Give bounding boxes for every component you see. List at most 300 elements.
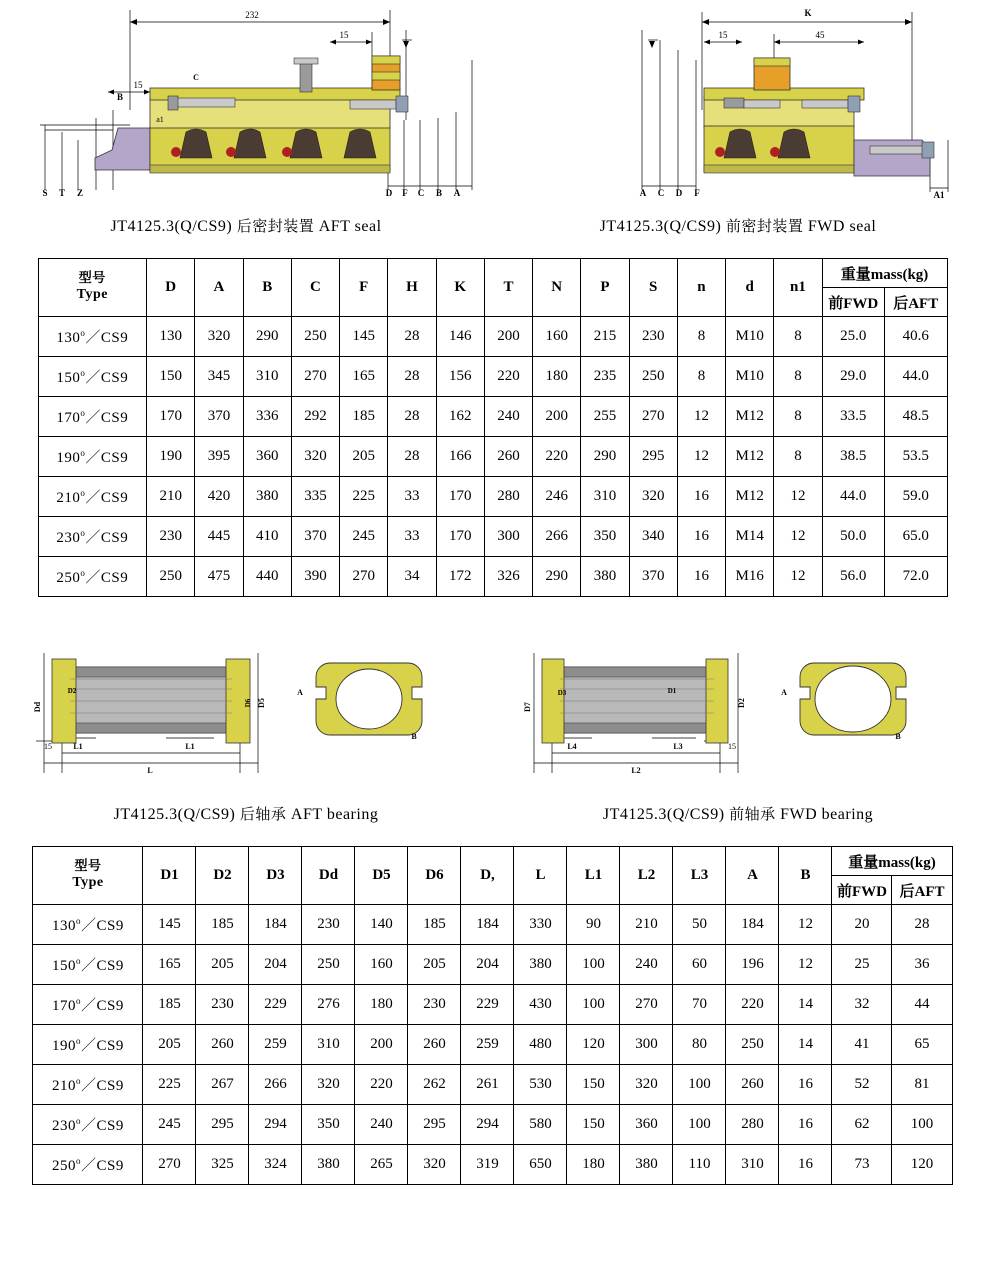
bearing-header-type-cn: 型号 [74, 858, 102, 874]
seal-cell: 345 [195, 357, 243, 397]
seal-col-F: F [340, 259, 388, 317]
bearing-cell: 12 [779, 945, 832, 985]
bearing-cell-mass-fwd: 62 [832, 1105, 892, 1145]
bearing-col-L3: L3 [673, 847, 726, 905]
dim-B-fwd-bearing: B [895, 732, 901, 741]
seal-col-S: S [629, 259, 677, 317]
bearing-cell: 262 [408, 1065, 461, 1105]
bearing-row-type: 230$^o$／CS9 [33, 1105, 143, 1145]
table-row [38, 397, 947, 437]
bearing-cell-mass-fwd: 73 [832, 1145, 892, 1185]
seal-cell: 300 [484, 517, 532, 557]
seal-col-B: B [243, 259, 291, 317]
seal-row-type: 250$^o$／CS9 [38, 557, 147, 597]
seal-cell: 160 [533, 317, 581, 357]
dim-L-aft: L [147, 766, 153, 775]
bearing-cell: 240 [355, 1105, 408, 1145]
bearing-cell-mass-aft: 28 [892, 905, 952, 945]
figure-fwd-bearing [492, 623, 984, 824]
bearing-col-mass-aft: 后AFT [892, 876, 952, 905]
seal-cell: 215 [581, 317, 629, 357]
seal-cell: 8 [774, 397, 822, 437]
bearing-cell: 260 [196, 1025, 249, 1065]
seal-cell: 380 [581, 557, 629, 597]
seal-cell: 320 [291, 437, 339, 477]
seal-cell-mass-fwd: 29.0 [822, 357, 884, 397]
figure-fwd-seal [492, 0, 984, 236]
seal-row-type: 170$^o$／CS9 [38, 397, 147, 437]
seal-cell: 445 [195, 517, 243, 557]
dim-D-fwd: D [675, 188, 683, 198]
bearing-cell: 260 [408, 1025, 461, 1065]
dim-C: C [417, 188, 425, 198]
seal-cell: M12 [726, 477, 774, 517]
dim-Dd: Dd [33, 701, 42, 713]
bearing-cell: 229 [461, 985, 514, 1025]
seal-cell: 12 [677, 437, 725, 477]
seal-spec-table [38, 258, 948, 597]
caption-fwd-seal-model: JT4125.3(Q/CS9) [599, 218, 722, 235]
bearing-cell: 330 [514, 905, 567, 945]
bearing-cell: 14 [779, 1025, 832, 1065]
bearing-cell: 50 [673, 905, 726, 945]
bearing-cell: 240 [620, 945, 673, 985]
dim-L4-fwd: L4 [567, 742, 577, 751]
seal-cell: 170 [436, 517, 484, 557]
bearing-cell: 310 [302, 1025, 355, 1065]
figure-aft-seal [0, 0, 492, 236]
bearing-cell-mass-aft: 65 [892, 1025, 952, 1065]
bearing-col-L2: L2 [620, 847, 673, 905]
bearing-cell: 294 [249, 1105, 302, 1145]
bearing-cell: 259 [461, 1025, 514, 1065]
bearing-cell: 205 [196, 945, 249, 985]
bearing-cell: 90 [567, 905, 620, 945]
drawing-fwd-bearing [492, 623, 984, 803]
bearing-cell: 319 [461, 1145, 514, 1185]
seal-cell: 266 [533, 517, 581, 557]
seal-cell: 8 [677, 317, 725, 357]
seal-row-type: 130$^o$／CS9 [38, 317, 147, 357]
bearing-cell: 205 [408, 945, 461, 985]
seal-cell-mass-fwd: 44.0 [822, 477, 884, 517]
dim-L3-aft: L1 [185, 742, 195, 751]
caption-aft-bearing-model: JT4125.3(Q/CS9) [113, 806, 236, 823]
bearing-col-D2: D2 [196, 847, 249, 905]
dim-B-aft: B [411, 732, 417, 741]
bearing-cell: 196 [726, 945, 779, 985]
bearing-cell: 380 [514, 945, 567, 985]
bearing-row-type: 210$^o$／CS9 [33, 1065, 143, 1105]
seal-cell: 270 [629, 397, 677, 437]
bearing-cell: 225 [143, 1065, 196, 1105]
bearing-cell: 184 [249, 905, 302, 945]
dim-A: A [453, 188, 461, 198]
seal-cell: 28 [388, 437, 436, 477]
bearing-cell: 160 [355, 945, 408, 985]
bearing-cell-mass-fwd: 20 [832, 905, 892, 945]
seal-cell: 33 [388, 517, 436, 557]
bearing-cell: 230 [302, 905, 355, 945]
drawing-aft-bearing [0, 623, 492, 803]
dim-a1: a1 [156, 115, 164, 124]
seal-col-n: n [677, 259, 725, 317]
dim-C-top: C [193, 73, 199, 82]
seal-cell-mass-aft: 48.5 [884, 397, 947, 437]
bearing-cell: 325 [196, 1145, 249, 1185]
seal-cell: 12 [677, 397, 725, 437]
bearing-row-type: 150$^o$／CS9 [33, 945, 143, 985]
bearing-cell: 150 [567, 1105, 620, 1145]
bearing-cell: 165 [143, 945, 196, 985]
caption-aft-seal-en: AFT seal [318, 218, 382, 235]
seal-cell: 250 [291, 317, 339, 357]
seal-col-d: d [726, 259, 774, 317]
seal-cell: 156 [436, 357, 484, 397]
seal-cell: 16 [677, 517, 725, 557]
dim-B: B [116, 92, 124, 102]
bearing-cell: 70 [673, 985, 726, 1025]
bearing-cell: 320 [408, 1145, 461, 1185]
dim-A-fwd-bearing: A [781, 688, 787, 697]
bearing-cell-mass-fwd: 41 [832, 1025, 892, 1065]
seal-cell-mass-aft: 53.5 [884, 437, 947, 477]
dim-15-fwd-bearing: 15 [728, 742, 736, 751]
seal-cell: 220 [533, 437, 581, 477]
fwd-seal-svg [492, 0, 984, 215]
seal-cell: 165 [340, 357, 388, 397]
bearing-cell: 100 [673, 1105, 726, 1145]
bearing-cell: 185 [143, 985, 196, 1025]
bearing-col-mass-fwd: 前FWD [832, 876, 892, 905]
bearing-cell: 380 [620, 1145, 673, 1185]
dim-A1-fwd: A1 [933, 190, 945, 200]
seal-cell: 28 [388, 357, 436, 397]
bearing-cell: 230 [408, 985, 461, 1025]
caption-aft-seal [0, 215, 492, 236]
seal-cell: M16 [726, 557, 774, 597]
bearing-cell-mass-aft: 81 [892, 1065, 952, 1105]
seal-cell: 8 [774, 317, 822, 357]
dim-C-fwd: C [657, 188, 665, 198]
table-row [33, 945, 952, 985]
seal-cell-mass-aft: 72.0 [884, 557, 947, 597]
bearing-cell: 430 [514, 985, 567, 1025]
seal-cell: 230 [147, 517, 195, 557]
table-row [38, 517, 947, 557]
seal-cell: 130 [147, 317, 195, 357]
bearing-cell: 120 [567, 1025, 620, 1065]
caption-aft-seal-cn: 后密封装置 [236, 217, 315, 235]
bearing-cell-mass-fwd: 32 [832, 985, 892, 1025]
bearing-col-D7: D, [461, 847, 514, 905]
caption-aft-bearing [0, 803, 492, 824]
seal-cell: 225 [340, 477, 388, 517]
seal-cell: 185 [340, 397, 388, 437]
dim-45: 45 [815, 30, 825, 40]
bearing-cell: 276 [302, 985, 355, 1025]
bearing-cell: 100 [567, 945, 620, 985]
seal-cell: 410 [243, 517, 291, 557]
seal-cell: 390 [291, 557, 339, 597]
seal-col-n1: n1 [774, 259, 822, 317]
dim-15-fwd: 15 [718, 30, 728, 40]
dim-L2-fwd: L2 [631, 766, 641, 775]
table-row [38, 477, 947, 517]
bearing-cell: 324 [249, 1145, 302, 1185]
bearing-cell: 220 [355, 1065, 408, 1105]
aft-seal-svg [0, 0, 492, 215]
seal-cell: 162 [436, 397, 484, 437]
bearing-cell: 180 [355, 985, 408, 1025]
caption-fwd-bearing [492, 803, 984, 824]
bearing-cell: 580 [514, 1105, 567, 1145]
table-row [33, 985, 952, 1025]
bearing-cell: 150 [567, 1065, 620, 1105]
seal-cell: 335 [291, 477, 339, 517]
seal-cell: 370 [195, 397, 243, 437]
bearing-col-D6: D6 [408, 847, 461, 905]
seal-cell: 350 [581, 517, 629, 557]
seal-cell-mass-aft: 65.0 [884, 517, 947, 557]
caption-aft-seal-model: JT4125.3(Q/CS9) [110, 218, 233, 235]
dim-Z: Z [76, 188, 84, 198]
bearing-cell: 295 [408, 1105, 461, 1145]
aft-bearing-endview [316, 663, 422, 735]
fwd-bearing-section [542, 659, 728, 743]
seal-cell: 270 [291, 357, 339, 397]
bearing-col-D3: D3 [249, 847, 302, 905]
dim-D2-aft: D2 [67, 687, 77, 695]
seal-col-mass: 重量mass(kg) [822, 259, 947, 288]
seal-cell: 292 [291, 397, 339, 437]
seal-cell: 370 [629, 557, 677, 597]
dim-D3-fwd: D3 [557, 689, 567, 697]
bearing-col-L: L [514, 847, 567, 905]
seal-cell: 28 [388, 317, 436, 357]
seal-header-type [38, 259, 147, 317]
seal-cell: 166 [436, 437, 484, 477]
bearing-cell: 145 [143, 905, 196, 945]
seal-cell: 420 [195, 477, 243, 517]
seal-cell: 28 [388, 397, 436, 437]
seal-cell: 370 [291, 517, 339, 557]
bearing-header-type [33, 847, 143, 905]
seal-cell: 320 [629, 477, 677, 517]
seal-col-A: A [195, 259, 243, 317]
seal-cell: 172 [436, 557, 484, 597]
seal-col-P: P [581, 259, 629, 317]
dim-S: S [42, 188, 48, 198]
bearing-cell: 267 [196, 1065, 249, 1105]
bearing-cell: 16 [779, 1065, 832, 1105]
bearing-cell: 80 [673, 1025, 726, 1065]
bearing-cell: 180 [567, 1145, 620, 1185]
seal-cell: 235 [581, 357, 629, 397]
bearing-col-mass: 重量mass(kg) [832, 847, 952, 876]
seal-cell: 170 [436, 477, 484, 517]
fwd-seal-body-graphic [704, 58, 934, 176]
seal-header-type-cn: 型号 [78, 270, 106, 286]
seal-cell: M14 [726, 517, 774, 557]
caption-fwd-seal-en: FWD seal [807, 218, 877, 235]
seal-cell: 245 [340, 517, 388, 557]
seal-cell: 246 [533, 477, 581, 517]
dim-15-left: 15 [133, 80, 143, 90]
bearing-cell: 229 [249, 985, 302, 1025]
bearing-row-type: 130$^o$／CS9 [33, 905, 143, 945]
dim-D6: D6 [244, 698, 252, 708]
drawing-aft-seal [0, 0, 492, 215]
table-row [38, 557, 947, 597]
table-row [33, 1105, 952, 1145]
bearing-cell-mass-fwd: 25 [832, 945, 892, 985]
seal-cell: 8 [774, 437, 822, 477]
dim-L3-fwd: L3 [673, 742, 683, 751]
dim-D2-fwd: D2 [737, 698, 746, 708]
bearing-cell: 310 [726, 1145, 779, 1185]
caption-aft-bearing-cn: 后轴承 [239, 805, 287, 823]
seal-cell: 146 [436, 317, 484, 357]
seal-cell: 33 [388, 477, 436, 517]
seal-cell: 8 [677, 357, 725, 397]
seal-cell-mass-fwd: 33.5 [822, 397, 884, 437]
table-row [33, 905, 952, 945]
bearing-cell: 265 [355, 1145, 408, 1185]
table-row [33, 1025, 952, 1065]
aft-bearing-svg [0, 623, 492, 803]
bearing-cell: 261 [461, 1065, 514, 1105]
seal-cell: 205 [340, 437, 388, 477]
bearing-cell-mass-aft: 36 [892, 945, 952, 985]
seal-cell: 290 [243, 317, 291, 357]
dim-232: 232 [245, 10, 259, 20]
seal-cell: 260 [484, 437, 532, 477]
dim-D1-fwd: D1 [667, 687, 677, 695]
seal-row-type: 150$^o$／CS9 [38, 357, 147, 397]
bearing-table-header-row [33, 847, 952, 876]
bearing-col-A: A [726, 847, 779, 905]
bearing-figures-row [0, 623, 985, 824]
seal-cell: M12 [726, 397, 774, 437]
bearing-header-type-en: Type [72, 874, 104, 890]
bearing-cell: 266 [249, 1065, 302, 1105]
dim-D7: D7 [523, 702, 532, 712]
caption-fwd-seal [492, 215, 984, 236]
seal-col-N: N [533, 259, 581, 317]
bearing-cell: 280 [726, 1105, 779, 1145]
bearing-cell: 230 [196, 985, 249, 1025]
seal-cell: 150 [147, 357, 195, 397]
seal-cell: 360 [243, 437, 291, 477]
seal-cell: 336 [243, 397, 291, 437]
bearing-cell: 200 [355, 1025, 408, 1065]
dim-B2: B [435, 188, 443, 198]
seal-col-T: T [484, 259, 532, 317]
seal-col-mass-fwd: 前FWD [822, 288, 884, 317]
seal-cell-mass-fwd: 56.0 [822, 557, 884, 597]
seal-cell: 145 [340, 317, 388, 357]
bearing-cell: 16 [779, 1105, 832, 1145]
caption-aft-bearing-en: AFT bearing [290, 806, 379, 823]
bearing-cell: 220 [726, 985, 779, 1025]
bearing-col-Dd: Dd [302, 847, 355, 905]
seal-cell: 255 [581, 397, 629, 437]
bearing-cell: 250 [726, 1025, 779, 1065]
bearing-cell: 184 [461, 905, 514, 945]
table-row [38, 437, 947, 477]
seal-cell: 340 [629, 517, 677, 557]
bearing-cell: 16 [779, 1145, 832, 1185]
seal-cell-mass-fwd: 38.5 [822, 437, 884, 477]
bearing-cell: 185 [408, 905, 461, 945]
seal-cell: M10 [726, 317, 774, 357]
seal-cell: 290 [581, 437, 629, 477]
seal-cell: 475 [195, 557, 243, 597]
seal-table-wrap [0, 258, 985, 597]
seal-cell: 295 [629, 437, 677, 477]
bearing-cell: 12 [779, 905, 832, 945]
bearing-cell: 260 [726, 1065, 779, 1105]
bearing-cell: 320 [302, 1065, 355, 1105]
caption-fwd-seal-cn: 前密封装置 [725, 217, 804, 235]
bearing-cell: 140 [355, 905, 408, 945]
seal-cell: 250 [629, 357, 677, 397]
seal-cell-mass-fwd: 50.0 [822, 517, 884, 557]
seal-cell: 280 [484, 477, 532, 517]
dim-D: D [385, 188, 393, 198]
bearing-col-B: B [779, 847, 832, 905]
bearing-cell: 205 [143, 1025, 196, 1065]
fwd-bearing-endview [800, 663, 906, 735]
seal-cell: 12 [774, 477, 822, 517]
fwd-bearing-svg [492, 623, 984, 803]
table-row [38, 317, 947, 357]
seal-cell-mass-fwd: 25.0 [822, 317, 884, 357]
seal-header-type-en: Type [76, 286, 108, 302]
dim-T: T [58, 188, 66, 198]
seal-cell: 380 [243, 477, 291, 517]
bearing-cell: 185 [196, 905, 249, 945]
bearing-cell: 210 [620, 905, 673, 945]
seal-cell-mass-aft: 44.0 [884, 357, 947, 397]
dim-K: K [804, 8, 812, 18]
seal-row-type: 230$^o$／CS9 [38, 517, 147, 557]
bearing-cell: 300 [620, 1025, 673, 1065]
bearing-cell-mass-aft: 44 [892, 985, 952, 1025]
dim-D5: D5 [257, 698, 266, 708]
seal-cell: 200 [533, 397, 581, 437]
caption-fwd-bearing-cn: 前轴承 [729, 805, 776, 823]
caption-fwd-bearing-en: FWD bearing [780, 806, 874, 823]
top-figures-row [0, 0, 985, 236]
dim-F-fwd: F [694, 188, 700, 198]
seal-cell: 8 [774, 357, 822, 397]
drawing-fwd-seal [492, 0, 984, 215]
seal-col-mass-aft: 后AFT [884, 288, 947, 317]
dim-L1-aft: L1 [73, 742, 83, 751]
bearing-cell: 380 [302, 1145, 355, 1185]
seal-cell-mass-aft: 59.0 [884, 477, 947, 517]
seal-cell: 310 [243, 357, 291, 397]
seal-cell: 12 [774, 517, 822, 557]
seal-cell: 395 [195, 437, 243, 477]
seal-cell: 240 [484, 397, 532, 437]
seal-cell: M10 [726, 357, 774, 397]
seal-cell: 12 [774, 557, 822, 597]
bearing-cell: 204 [461, 945, 514, 985]
seal-cell: 170 [147, 397, 195, 437]
